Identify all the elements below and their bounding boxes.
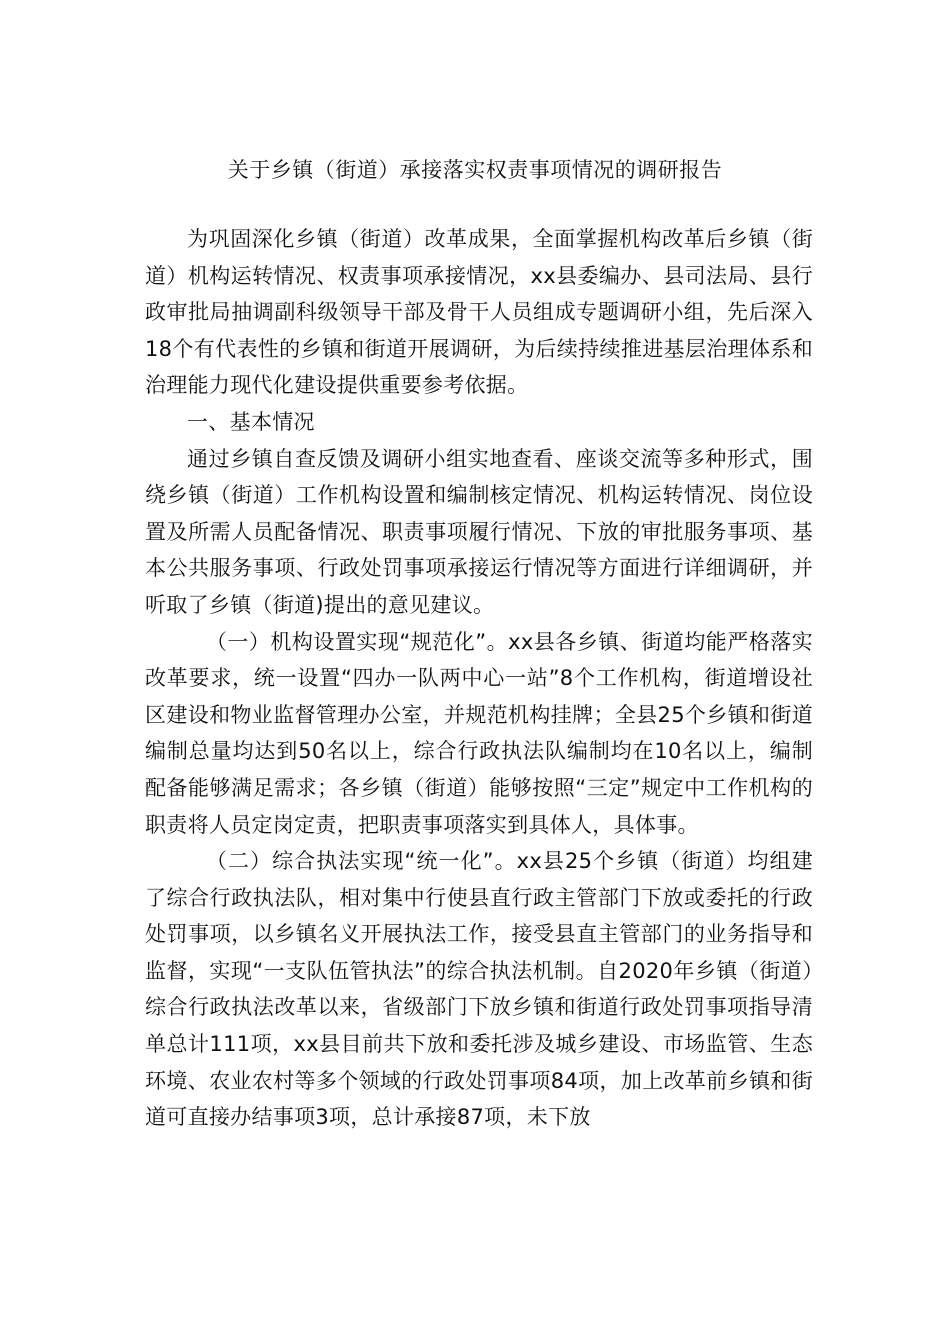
document-body — [145, 221, 813, 1136]
paragraph-institution-setup: （一）机构设置实现“规范化”。xx县各乡镇、街道均能严格落实改革要求，统一设置“四办一队两中心一站”8个工作机构，街道增设社区建设和物业监督管理办公室，并规范机构挂牌；全县25个乡镇和街道编制总量均达到50名以上，综合行政执法队编制均在10名以上，编制配备能够满足需求；各乡镇（街道）能够按照“三定”规定中工作机构的职责将人员定岗定责，把职责事项落实到具体人，具体事。 — [145, 629, 813, 837]
section-heading-basic-situation: 一、基本情况 — [187, 409, 315, 434]
paragraph-intro: 为巩固深化乡镇（街道）改革成果，全面掌握机构改革后乡镇（街道）机构运转情况、权责事项承接情况，xx县委编办、县司法局、县行政审批局抽调副科级领导干部及骨干人员组成专题调研小组，先后深入18个有代表性的乡镇和街道开展调研，为后续持续推进基层治理体系和治理能力现代化建设提供重要参考依据。 — [145, 227, 813, 398]
document-title: 关于乡镇（街道）承接落实权责事项情况的调研报告 — [227, 158, 723, 182]
paragraph-basic-situation: 通过乡镇自查反馈及调研小组实地查看、座谈交流等多种形式，围绕乡镇（街道）工作机构设置和编制核定情况、机构运转情况、岗位设置及所需人员配备情况、职责事项履行情况、下放的审批服务事项、基本公共服务事项、行政处罚事项承接运行情况等方面进行详细调研，并听取了乡镇（街道)提出的意见建议。 — [145, 446, 813, 617]
paragraph-comprehensive-enforcement: （二）综合执法实现“统一化”。xx县25个乡镇（街道）均组建了综合行政执法队，相对集中行使县直行政主管部门下放或委托的行政处罚事项，以乡镇名义开展执法工作，接受县直主管部门的业务指导和监督，实现“一支队伍管执法”的综合执法机制。自2020年乡镇（街道）综合行政执法改革以来，省级部门下放乡镇和街道行政处罚事项指导清单总计111项，xx县目前共下放和委托涉及城乡建设、市场监管、生态环境、农业农村等多个领域的行政处罚事项84项，加上改革前乡镇和街道可直接办结事项3项，总计承接87项，未下放 — [145, 849, 813, 1130]
